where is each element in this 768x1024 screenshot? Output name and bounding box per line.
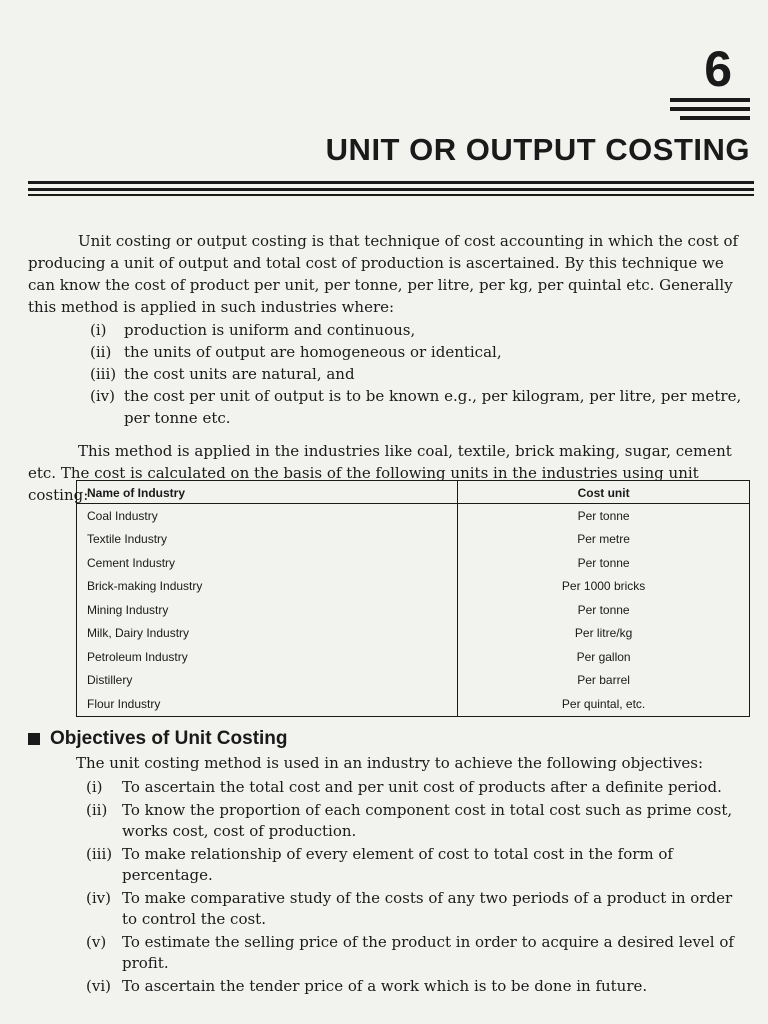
industry-cell: Distillery	[87, 673, 133, 688]
table-row	[77, 575, 750, 599]
list-text: To estimate the selling price of the product in order to acquire a desired level of profit.	[122, 933, 734, 972]
chapter-number-rule	[670, 98, 750, 102]
industry-cell: Flour Industry	[87, 696, 161, 711]
list-text: production is uniform and continuous,	[124, 321, 416, 339]
list-numeral: (v)	[86, 933, 107, 951]
list-numeral: (ii)	[90, 343, 112, 361]
list-numeral: (i)	[86, 778, 103, 796]
list-numeral: (vi)	[86, 977, 111, 995]
list-text: To make comparative study of the costs of any two periods of a product in order to control the cost.	[122, 889, 733, 928]
list-numeral: (iii)	[90, 365, 117, 383]
title-rule	[28, 194, 754, 196]
industry-cell: Textile Industry	[87, 532, 168, 547]
list-text: To know the proportion of each component cost in total cost such as prime cost, works cost, cost of production.	[122, 801, 733, 840]
industry-cell: Cement Industry	[87, 555, 176, 570]
cost-unit-cell: Per tonne	[458, 598, 750, 622]
title-rule	[28, 181, 754, 184]
cost-unit-cell: Per tonne	[458, 504, 750, 528]
list-item	[90, 319, 750, 341]
square-bullet-icon	[28, 733, 40, 745]
list-text: To make relationship of every element of cost to total cost in the form of percentage.	[122, 845, 673, 884]
table-row	[77, 645, 750, 669]
list-text: the cost units are natural, and	[124, 365, 355, 383]
list-numeral: (iv)	[86, 889, 111, 907]
table-header-row	[77, 481, 750, 504]
conditions-list	[90, 319, 750, 429]
cost-unit-cell: Per quintal, etc.	[458, 692, 750, 716]
list-numeral: (iv)	[90, 387, 115, 405]
list-text: To ascertain the total cost and per unit cost of products after a definite period.	[122, 778, 722, 796]
chapter-number-rule	[670, 107, 750, 111]
industry-cell: Petroleum Industry	[87, 649, 188, 664]
industry-cell: Mining Industry	[87, 602, 169, 617]
table-row	[77, 598, 750, 622]
table-row	[77, 528, 750, 552]
industry-cell: Brick-making Industry	[87, 579, 203, 594]
cost-unit-cell: Per tonne	[458, 551, 750, 575]
list-text: To ascertain the tender price of a work which is to be done in future.	[122, 977, 648, 995]
list-item	[90, 341, 750, 363]
cost-unit-cell: Per litre/kg	[458, 622, 750, 646]
column-header-cost-unit: Cost unit	[458, 481, 750, 504]
objectives-intro: The unit costing method is used in an industry to achieve the following objectives:	[76, 754, 704, 772]
section-heading-text: Objectives of Unit Costing	[50, 728, 288, 749]
industries-paragraph: This method is applied in the industries like coal, textile, brick making, sugar, cement etc. The cost is calculated on the basis of the following units in the industries using unit costing:	[28, 442, 732, 504]
chapter-title: UNIT OR OUTPUT COSTING	[325, 132, 750, 167]
list-item	[86, 932, 750, 974]
list-text: the cost per unit of output is to be known e.g., per kilogram, per litre, per metre, per tonne etc.	[124, 387, 742, 427]
column-header-industry: Name of Industry	[77, 481, 458, 504]
table-row	[77, 622, 750, 646]
list-item	[90, 363, 750, 385]
industry-cell: Milk, Dairy Industry	[87, 626, 190, 641]
cost-unit-table	[76, 480, 750, 717]
cost-unit-cell: Per metre	[458, 528, 750, 552]
table-row	[77, 551, 750, 575]
section-heading	[28, 728, 288, 750]
list-item	[86, 844, 750, 886]
cost-unit-cell: Per 1000 bricks	[458, 575, 750, 599]
list-item	[86, 777, 750, 798]
chapter-number: 6	[704, 41, 732, 97]
table-row	[77, 504, 750, 528]
table-row	[77, 669, 750, 693]
list-numeral: (ii)	[86, 801, 108, 819]
list-item	[86, 888, 750, 930]
list-item	[86, 976, 750, 997]
intro-paragraph: Unit costing or output costing is that technique of cost accounting in which the cost of producing a unit of output and total cost of production is ascertained. By this technique we can know the cost of product per unit, per tonne, per litre, per kg, per quintal etc. Generally this method is applied in such industries where:	[28, 232, 739, 316]
objectives-list	[86, 777, 750, 999]
list-item	[86, 800, 750, 842]
list-numeral: (iii)	[86, 845, 113, 863]
list-text: the units of output are homogeneous or identical,	[124, 343, 502, 361]
chapter-number-rule	[680, 116, 750, 120]
title-rule	[28, 188, 754, 191]
industry-cell: Coal Industry	[87, 508, 158, 523]
cost-unit-cell: Per barrel	[458, 669, 750, 693]
cost-unit-cell: Per gallon	[458, 645, 750, 669]
list-numeral: (i)	[90, 321, 107, 339]
table-row	[77, 692, 750, 716]
list-item	[90, 385, 750, 429]
